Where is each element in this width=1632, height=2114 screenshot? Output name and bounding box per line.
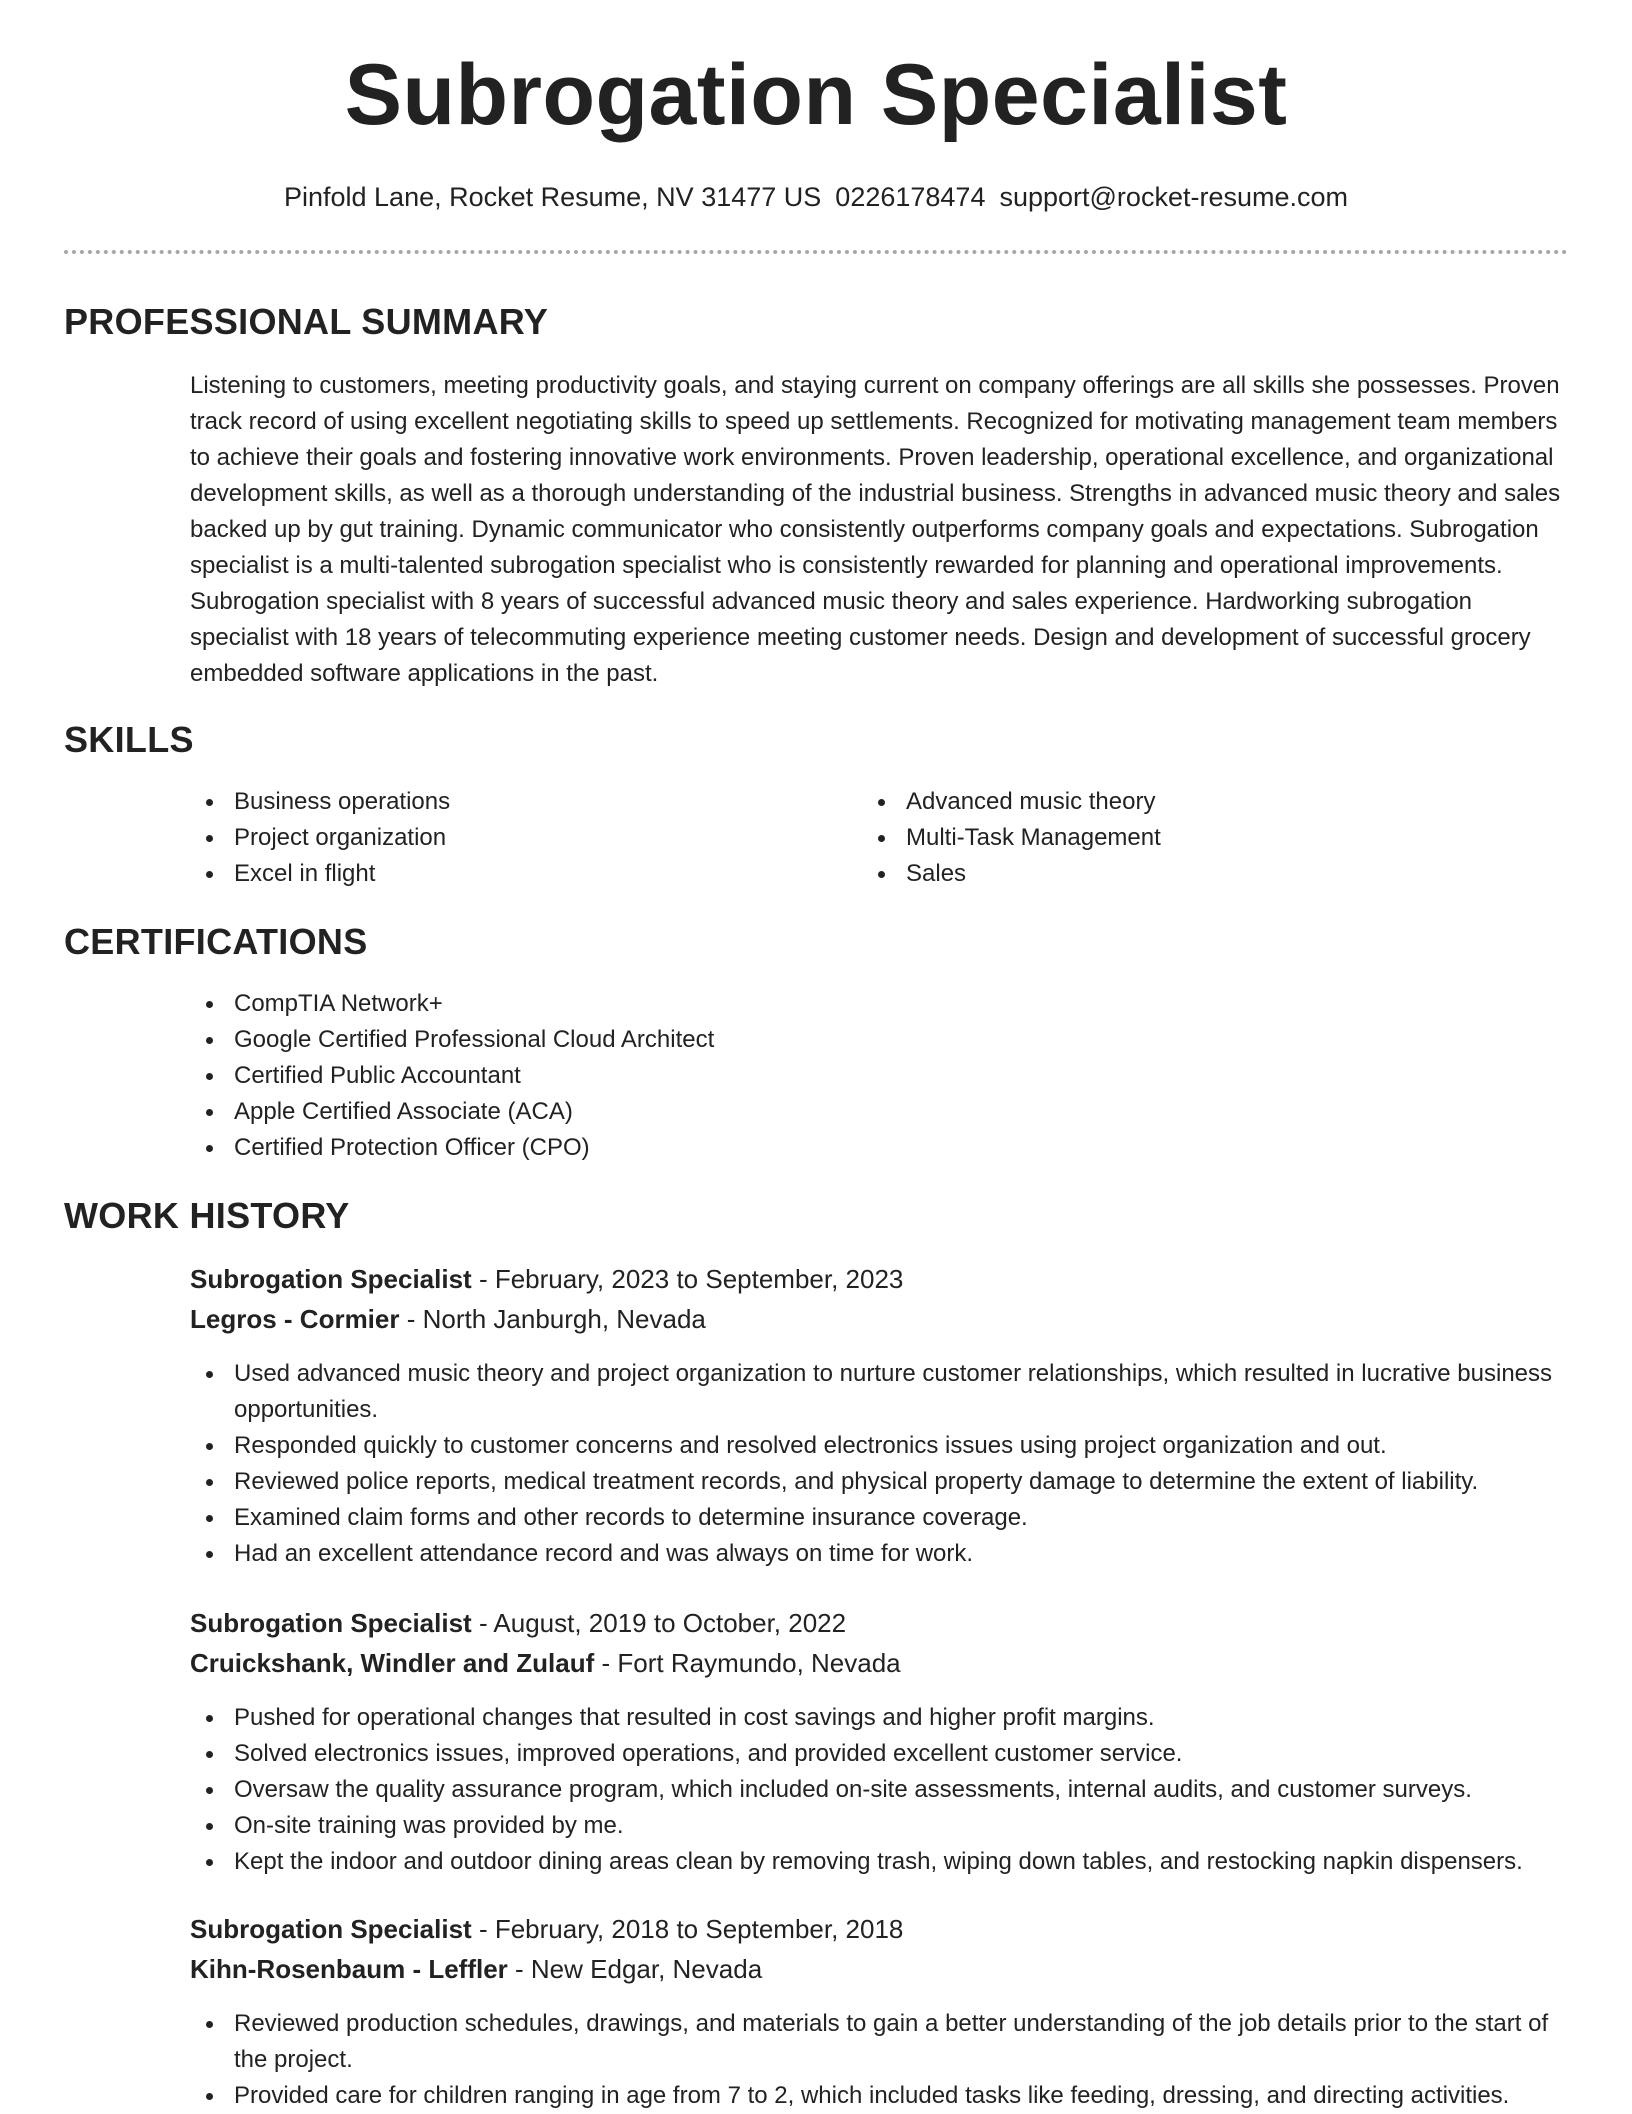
certification-item: CompTIA Network+: [190, 986, 1570, 1022]
skills-list-right: [862, 784, 1502, 892]
job-title-line: [190, 1610, 846, 1636]
job-bullet: Reviewed police reports, medical treatment records, and physical property damage to determine the extent of liability.: [190, 1464, 1570, 1500]
section-title-summary: PROFESSIONAL SUMMARY: [64, 301, 549, 342]
skill-item: Multi-Task Management: [862, 820, 1502, 856]
job-dates: - February, 2023 to September, 2023: [471, 1264, 904, 1294]
certification-item: Google Certified Professional Cloud Architect: [190, 1022, 1570, 1058]
job-company-line: [190, 1650, 901, 1676]
skills-list-left: [190, 784, 830, 892]
job-bullet: On-site training was provided by me.: [190, 1808, 1590, 1844]
skill-item: Sales: [862, 856, 1502, 892]
job-title-line: [190, 1916, 903, 1942]
job-bullet: Provided care for children ranging in age from 7 to 2, which included tasks like feeding, dressing, and directing activities.: [190, 2078, 1570, 2114]
skill-item: Business operations: [190, 784, 830, 820]
skill-item: Project organization: [190, 820, 830, 856]
job-location: - North Janburgh, Nevada: [399, 1304, 706, 1334]
certifications-list: [190, 986, 1570, 1166]
skill-item: Excel in flight: [190, 856, 830, 892]
job-bullet: Used advanced music theory and project organization to nurture customer relationships, which resulted in lucrative business opportunities.: [190, 1356, 1570, 1428]
job-bullet: Had an excellent attendance record and was always on time for work.: [190, 1536, 1570, 1572]
job-bullet: Responded quickly to customer concerns and resolved electronics issues using project organization and out.: [190, 1428, 1570, 1464]
job-title-line: [190, 1266, 903, 1292]
skill-item: Advanced music theory: [862, 784, 1502, 820]
summary-text: Listening to customers, meeting productivity goals, and staying current on company offerings are all skills she possesses. Proven track record of using excellent negotiating skills to speed up settlements. Recognized for motivating management team members to achieve their goals and fostering innovative work environments. Proven leadership, operational excellence, and organizational development skills, as well as a thorough understanding of the industrial business. Strengths in advanced music theory and sales backed up by gut training. Dynamic communicator who consistently outperforms company goals and expectations. Subrogation specialist is a multi-talented subrogation specialist who is consistently rewarded for planning and operational improvements. Subrogation specialist with 8 years of successful advanced music theory and sales experience. Hardworking subrogation specialist with 18 years of telecommuting experience meeting customer needs. Design and development of successful grocery embedded software applications in the past.: [190, 372, 1561, 687]
resume-name: Subrogation Specialist: [344, 47, 1288, 143]
job-bullets: [190, 1356, 1570, 1572]
job-company-line: [190, 1306, 706, 1332]
job-bullet: Pushed for operational changes that resulted in cost savings and higher profit margins.: [190, 1700, 1590, 1736]
job-location: - New Edgar, Nevada: [507, 1954, 763, 1984]
job-company-line: [190, 1956, 762, 1982]
header-divider: [64, 250, 1568, 254]
job-company: Kihn-Rosenbaum - Leffler: [190, 1954, 508, 1984]
section-title-skills: SKILLS: [64, 719, 194, 760]
contact-address: Pinfold Lane, Rocket Resume, NV 31477 US: [283, 182, 822, 212]
job-bullet: Oversaw the quality assurance program, which included on-site assessments, internal audits, and customer surveys.: [190, 1772, 1590, 1808]
job-bullet: Reviewed production schedules, drawings, and materials to gain a better understanding of the job details prior to the start of the project.: [190, 2006, 1570, 2078]
section-title-certifications: CERTIFICATIONS: [64, 921, 368, 962]
job-title: Subrogation Specialist: [190, 1608, 472, 1638]
job-dates: - February, 2018 to September, 2018: [471, 1914, 904, 1944]
job-bullet: Solved electronics issues, improved operations, and provided excellent customer service.: [190, 1736, 1590, 1772]
job-company: Cruickshank, Windler and Zulauf: [190, 1648, 595, 1678]
contact-line: [0, 184, 1632, 211]
job-title: Subrogation Specialist: [190, 1264, 472, 1294]
certification-item: Apple Certified Associate (ACA): [190, 1094, 1570, 1130]
contact-phone: 0226178474: [835, 182, 986, 212]
job-bullet: Examined claim forms and other records to determine insurance coverage.: [190, 1500, 1570, 1536]
job-bullets: [190, 1700, 1590, 1880]
certification-item: Certified Public Accountant: [190, 1058, 1570, 1094]
certification-item: Certified Protection Officer (CPO): [190, 1130, 1570, 1166]
job-company: Legros - Cormier: [190, 1304, 400, 1334]
section-title-work-history: WORK HISTORY: [64, 1195, 350, 1236]
job-location: - Fort Raymundo, Nevada: [594, 1648, 901, 1678]
contact-email[interactable]: support@rocket-resume.com: [999, 182, 1348, 212]
job-dates: - August, 2019 to October, 2022: [471, 1608, 847, 1638]
job-bullet: Kept the indoor and outdoor dining areas clean by removing trash, wiping down tables, and restocking napkin dispensers.: [190, 1844, 1590, 1880]
job-bullets: [190, 2006, 1570, 2114]
job-title: Subrogation Specialist: [190, 1914, 472, 1944]
